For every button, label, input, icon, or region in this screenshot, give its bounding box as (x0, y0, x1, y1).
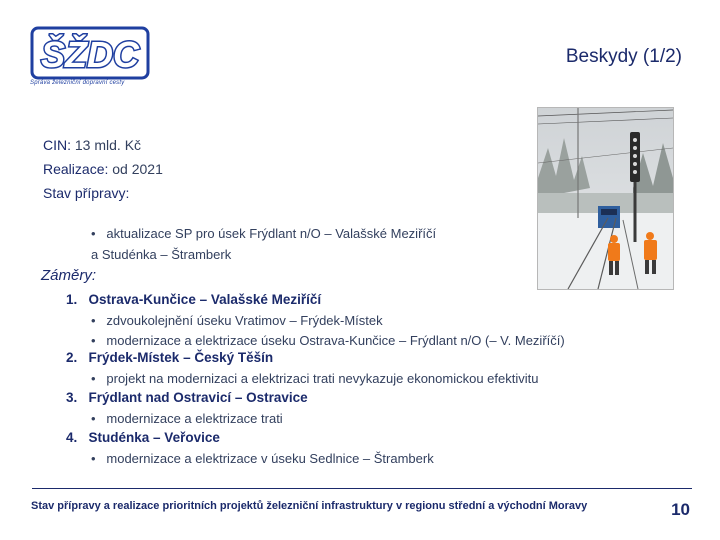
logo-subtitle: Správa železniční dopravní cesty (30, 80, 125, 86)
zamer-item-4-bullet-1: • modernizace a elektrizace v úseku Sedlnice – Štramberk (91, 451, 434, 466)
zamery-heading: Záměry: (41, 267, 97, 284)
stav-text-1: aktualizace SP pro úsek Frýdlant n/O – Valašské Meziříčí (106, 226, 437, 241)
zamer-item-2 (66, 350, 273, 365)
item-number: 4. (66, 430, 78, 445)
item-number: 2. (66, 350, 78, 365)
railway-photo (537, 107, 674, 290)
zamer-item-3 (66, 390, 308, 405)
bullet-text: zdvoukolejnění úseku Vratimov – Frýdek-Místek (106, 313, 383, 328)
realizace-line (43, 161, 163, 177)
zamer-item-1-bullet-1: • zdvoukolejnění úseku Vratimov – Frýdek-Místek (91, 313, 383, 328)
footer-divider (32, 488, 692, 489)
item-title: Frýdlant nad Ostravicí – Ostravice (88, 390, 308, 405)
cin-line (43, 137, 141, 153)
bullet-text: modernizace a elektrizace úseku Ostrava-Kunčice – Frýdlant n/O (– V. Meziříčí) (106, 333, 565, 348)
bullet-text: modernizace a elektrizace v úseku Sedlnice – Štramberk (106, 451, 434, 466)
stav-text-2: a Studénka – Štramberk (91, 247, 232, 262)
item-number: 3. (66, 390, 78, 405)
item-title: Ostrava-Kunčice – Valašské Meziříčí (88, 292, 322, 307)
item-number: 1. (66, 292, 78, 307)
page-number: 10 (671, 500, 690, 519)
realizace-label: Realizace: (43, 161, 109, 177)
zamer-item-1-bullet-2: • modernizace a elektrizace úseku Ostrava-Kunčice – Frýdlant n/O (– V. Meziříčí) (91, 333, 565, 348)
zamer-item-1 (66, 292, 321, 307)
stav-bullet-line1 (91, 226, 436, 241)
bullet-text: modernizace a elektrizace trati (106, 411, 283, 426)
logo-text: ŠŽDC (41, 34, 139, 75)
item-title: Frýdek-Místek – Český Těšín (88, 350, 274, 365)
page-title: Beskydy (1/2) (565, 46, 682, 67)
realizace-value: od 2021 (112, 161, 163, 177)
zamer-item-3-bullet-1: • modernizace a elektrizace trati (91, 411, 283, 426)
zamer-item-4 (66, 430, 220, 445)
bullet-text: projekt na modernizaci a elektrizaci trati nevykazuje ekonomickou efektivitu (106, 371, 539, 386)
zamer-item-2-bullet-1: • projekt na modernizaci a elektrizaci trati nevykazuje ekonomickou efektivitu (91, 371, 539, 386)
cin-label: CIN: (43, 137, 71, 153)
cin-value: 13 mld. Kč (74, 137, 142, 153)
stav-label: Stav přípravy: (43, 185, 130, 201)
item-title: Studénka – Veřovice (88, 430, 220, 445)
bullet-mark: • (91, 226, 96, 241)
footer-text: Stav přípravy a realizace prioritních projektů železniční infrastruktury v regionu střední a východní Moravy (31, 500, 588, 512)
